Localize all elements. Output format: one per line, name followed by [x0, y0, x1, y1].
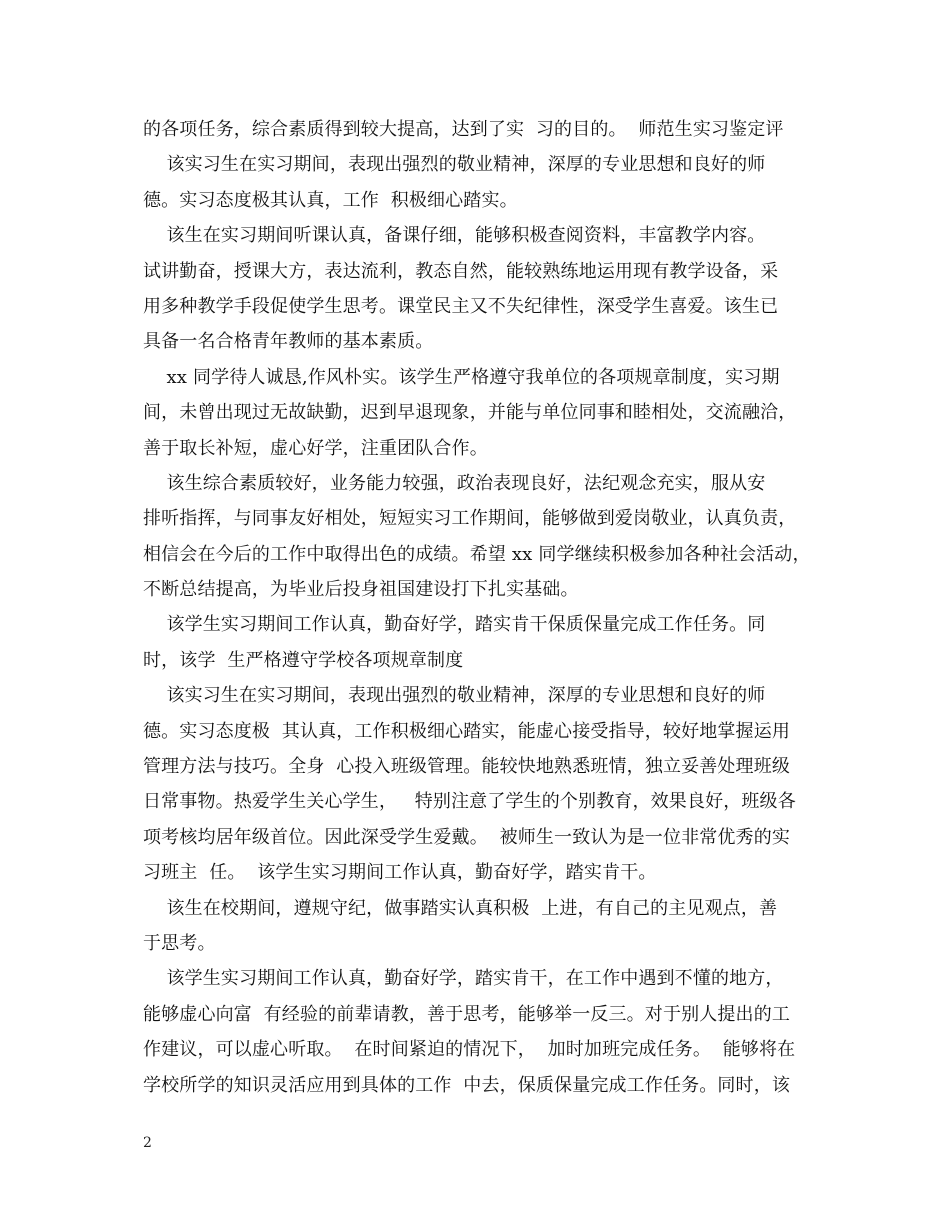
- text-line: 能够虚心向富 有经验的前辈请教，善于思考，能够举一反三。对于别人提出的工: [143, 1003, 790, 1025]
- text-line: 德。实习态度极其认真，工作 积极细心踏实。: [143, 189, 518, 211]
- text-line: 该学生实习期间工作认真，勤奋好学，踏实肯干，在工作中遇到不懂的地方，: [143, 968, 784, 990]
- text-line: 排听指挥，与同事友好相处，短短实习工作期间，能够做到爱岗敬业，认真负责，: [143, 508, 797, 530]
- text-line: 管理方法与技巧。全身 心投入班级管理。能较快地熟悉班情，独立妥善处理班级: [143, 756, 790, 778]
- text-line: xx 同学待人诚恳,作风朴实。该学生严格遵守我单位的各项规章制度，实习期: [143, 366, 780, 388]
- text-line: 相信会在今后的工作中取得出色的成绩。希望 xx 同学继续积极参加各种社会活动，: [143, 543, 811, 565]
- text-line: 不断总结提高，为毕业后投身祖国建设打下扎实基础。: [143, 579, 579, 601]
- text-line: 习班主 任。 该学生实习期间工作认真，勤奋好学，踏实肯干。: [143, 862, 657, 884]
- body-text: [143, 112, 813, 1103]
- text-line: 时，该学 生严格遵守学校各项规章制度: [143, 649, 464, 671]
- text-line: 具备一名合格青年教师的基本素质。: [143, 331, 434, 353]
- text-line: 作建议，可以虚心听取。 在时间紧迫的情况下， 加时加班完成任务。 能够将在: [143, 1039, 796, 1061]
- text-line: 用多种教学手段促使学生思考。课堂民主又不失纪律性，深受学生喜爱。该生已: [143, 295, 779, 317]
- text-line: 于思考。: [143, 932, 216, 954]
- text-line: 该实习生在实习期间，表现出强烈的敬业精神，深厚的专业思想和良好的师: [143, 685, 766, 707]
- text-line: 德。实习态度极 其认真，工作积极细心踏实，能虚心接受指导，较好地掌握运用: [143, 720, 790, 742]
- text-line: 该生在实习期间听课认真，备课仔细，能够积极查阅资料，丰富教学内容。: [143, 225, 766, 247]
- text-line: 学校所学的知识灵活应用到具体的工作 中去，保质保量完成工作任务。同时，该: [143, 1074, 790, 1096]
- text-line: 该学生实习期间工作认真，勤奋好学，踏实肯干保质保量完成工作任务。同: [143, 614, 766, 636]
- page-number: 2: [143, 1135, 152, 1151]
- text-line: 项考核均居年级首位。因此深受学生爱戴。 被师生一致认为是一位非常优秀的实: [143, 826, 790, 848]
- text-line: 该实习生在实习期间，表现出强烈的敬业精神，深厚的专业思想和良好的师: [143, 154, 766, 176]
- text-line: 间，未曾出现过无故缺勤，迟到早退现象，并能与单位同事和睦相处，交流融洽，: [143, 402, 797, 424]
- text-line: 日常事物。热爱学生关心学生， 特别注意了学生的个别教育，效果良好，班级各: [143, 791, 796, 813]
- text-line: 善于取长补短，虚心好学，注重团队合作。: [143, 437, 488, 459]
- text-line: 该生在校期间，遵规守纪，做事踏实认真积极 上进，有自己的主见观点，善: [143, 897, 778, 919]
- text-line: 该生综合素质较好，业务能力较强，政治表现良好，法纪观念充实，服从安: [143, 472, 766, 494]
- text-line: 试讲勤奋，授课大方，表达流利，教态自然，能较熟练地运用现有教学设备，采: [143, 260, 779, 282]
- text-line: 的各项任务，综合素质得到较大提高，达到了实 习的目的。 师范生实习鉴定评: [143, 119, 784, 140]
